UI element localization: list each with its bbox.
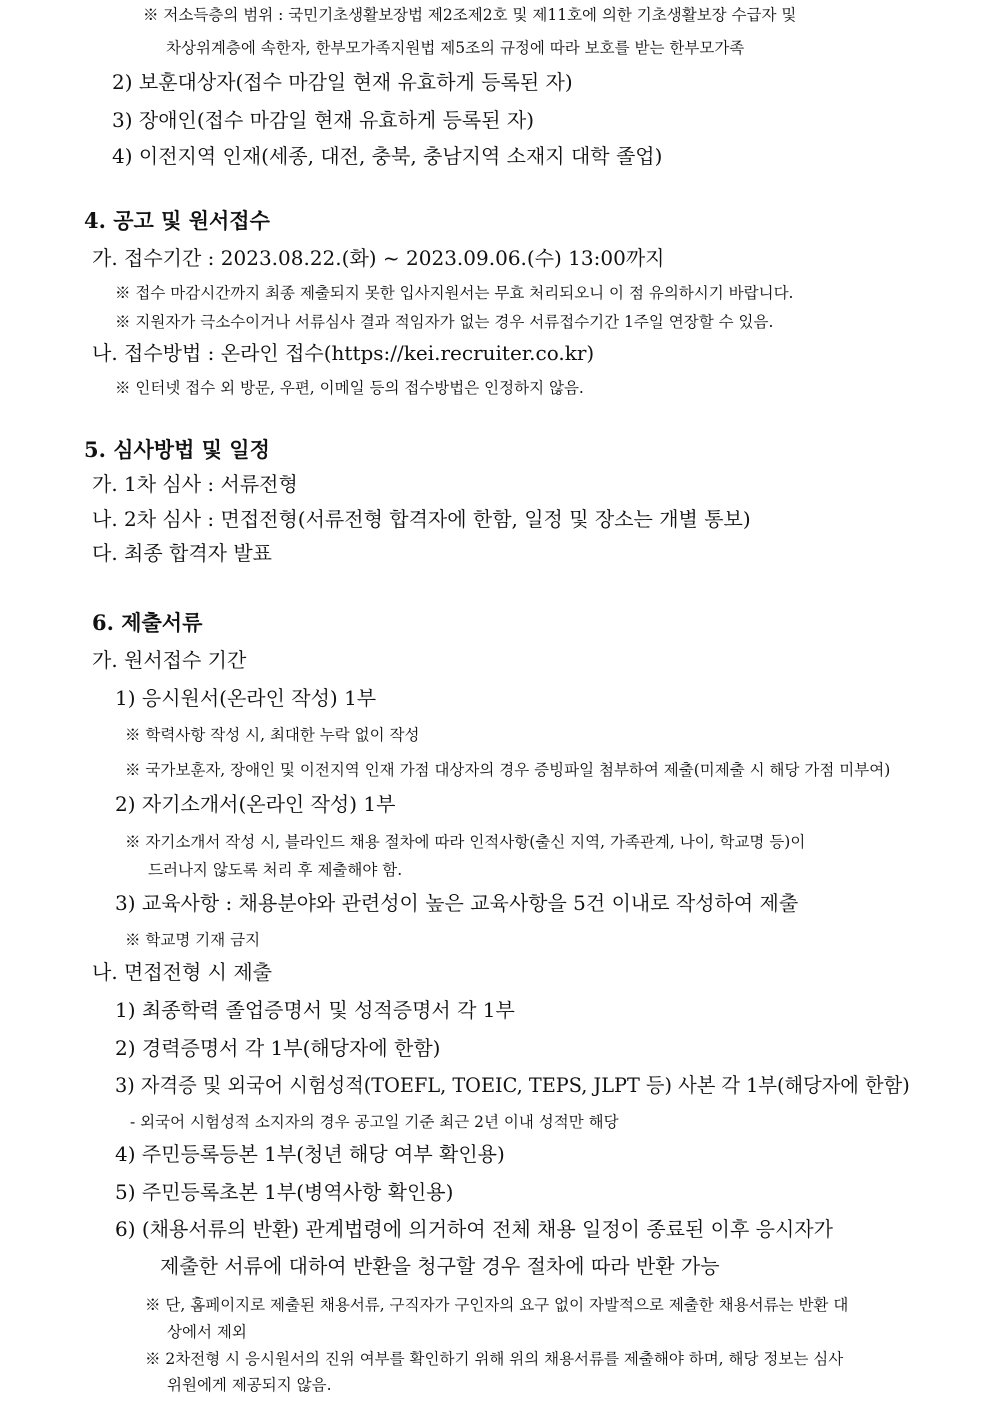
document-career-certificate: 2) 경력증명서 각 1부(해당자에 한함) (115, 1036, 441, 1060)
self-intro-note-line1: ※ 자기소개서 작성 시, 블라인드 채용 절차에 따라 인적사항(출신 지역, 가족관계, 나이, 학교명 등)이 (125, 833, 806, 851)
self-intro-note-line2: 드러나지 않도록 처리 후 제출해야 함. (148, 861, 403, 879)
section-heading-documents: 6. 제출서류 (92, 610, 203, 635)
document-certifications: 3) 자격증 및 외국어 시험성적(TOEFL, TOEIC, TEPS, JLPT 등) 사본 각 1부(해당자에 한함) (115, 1073, 910, 1097)
preference-item-disabled: 3) 장애인(접수 마감일 현재 유효하게 등록된 자) (112, 108, 535, 132)
verification-note-line2: 위원에게 제공되지 않음. (167, 1376, 332, 1394)
screening-final-announcement: 다. 최종 합격자 발표 (92, 541, 272, 565)
application-form-note-education: ※ 학력사항 작성 시, 최대한 누락 없이 작성 (125, 726, 420, 744)
preference-item-veterans: 2) 보훈대상자(접수 마감일 현재 유효하게 등록된 자) (112, 70, 573, 94)
document-resident-register: 4) 주민등록등본 1부(청년 해당 여부 확인용) (115, 1142, 505, 1166)
education-note: ※ 학교명 기재 금지 (125, 931, 261, 949)
documents-application-period: 가. 원서접수 기간 (92, 648, 247, 672)
document-transcript: 1) 최종학력 졸업증명서 및 성적증명서 각 1부 (115, 998, 515, 1022)
section-heading-screening: 5. 심사방법 및 일정 (84, 437, 270, 462)
preference-item-local-talent: 4) 이전지역 인재(세종, 대전, 충북, 충남지역 소재지 대학 졸업) (112, 144, 663, 168)
verification-note-line1: ※ 2차전형 시 응시원서의 진위 여부를 확인하기 위해 위의 채용서류를 제출해야 하며, 해당 정보는 심사 (145, 1350, 844, 1368)
document-return-policy-line1: 6) (채용서류의 반환) 관계법령에 의거하여 전체 채용 일정이 종료된 이후 응시자가 (115, 1217, 833, 1241)
section-heading-application: 4. 공고 및 원서접수 (84, 208, 270, 233)
low-income-note-line1: ※ 저소득층의 범위 : 국민기초생활보장법 제2조제2호 및 제11호에 의한 기초생활보장 수급자 및 (143, 6, 797, 24)
document-application-form: 1) 응시원서(온라인 작성) 1부 (115, 686, 377, 710)
return-exception-note-line1: ※ 단, 홈페이지로 제출된 채용서류, 구직자가 구인자의 요구 없이 자발적으로 제출한 채용서류는 반환 대 (145, 1296, 849, 1314)
document-education: 3) 교육사항 : 채용분야와 관련성이 높은 교육사항을 5건 이내로 작성하여 제출 (115, 891, 799, 915)
document-return-policy-line2: 제출한 서류에 대하여 반환을 청구할 경우 절차에 따라 반환 가능 (160, 1254, 720, 1278)
application-period: 가. 접수기간 : 2023.08.22.(화) ~ 2023.09.06.(수) 13:00까지 (92, 246, 665, 270)
screening-stage-2: 나. 2차 심사 : 면접전형(서류전형 합격자에 한함, 일정 및 장소는 개별 통보) (92, 507, 751, 531)
documents-interview-stage: 나. 면접전형 시 제출 (92, 960, 272, 984)
document-self-introduction: 2) 자기소개서(온라인 작성) 1부 (115, 792, 396, 816)
application-note-deadline: ※ 접수 마감시간까지 최종 제출되지 못한 입사지원서는 무효 처리되오니 이 점 유의하시기 바랍니다. (115, 284, 794, 302)
application-form-note-bonus: ※ 국가보훈자, 장애인 및 이전지역 인재 가점 대상자의 경우 증빙파일 첨부하여 제출(미제출 시 해당 가점 미부여) (125, 761, 891, 779)
application-note-online-only: ※ 인터넷 접수 외 방문, 우편, 이메일 등의 접수방법은 인정하지 않음. (115, 379, 584, 397)
low-income-note-line2: 차상위계층에 속한자, 한부모가족지원법 제5조의 규정에 따라 보호를 받는 한부모가족 (166, 39, 745, 57)
application-note-extension: ※ 지원자가 극소수이거나 서류심사 결과 적임자가 없는 경우 서류접수기간 1주일 연장할 수 있음. (115, 313, 774, 331)
return-exception-note-line2: 상에서 제외 (167, 1323, 247, 1341)
document-resident-abstract: 5) 주민등록초본 1부(병역사항 확인용) (115, 1180, 454, 1204)
screening-stage-1: 가. 1차 심사 : 서류전형 (92, 472, 298, 496)
application-method: 나. 접수방법 : 온라인 접수(https://kei.recruiter.co.kr) (92, 341, 595, 365)
certifications-note: - 외국어 시험성적 소지자의 경우 공고일 기준 최근 2년 이내 성적만 해당 (130, 1113, 619, 1131)
